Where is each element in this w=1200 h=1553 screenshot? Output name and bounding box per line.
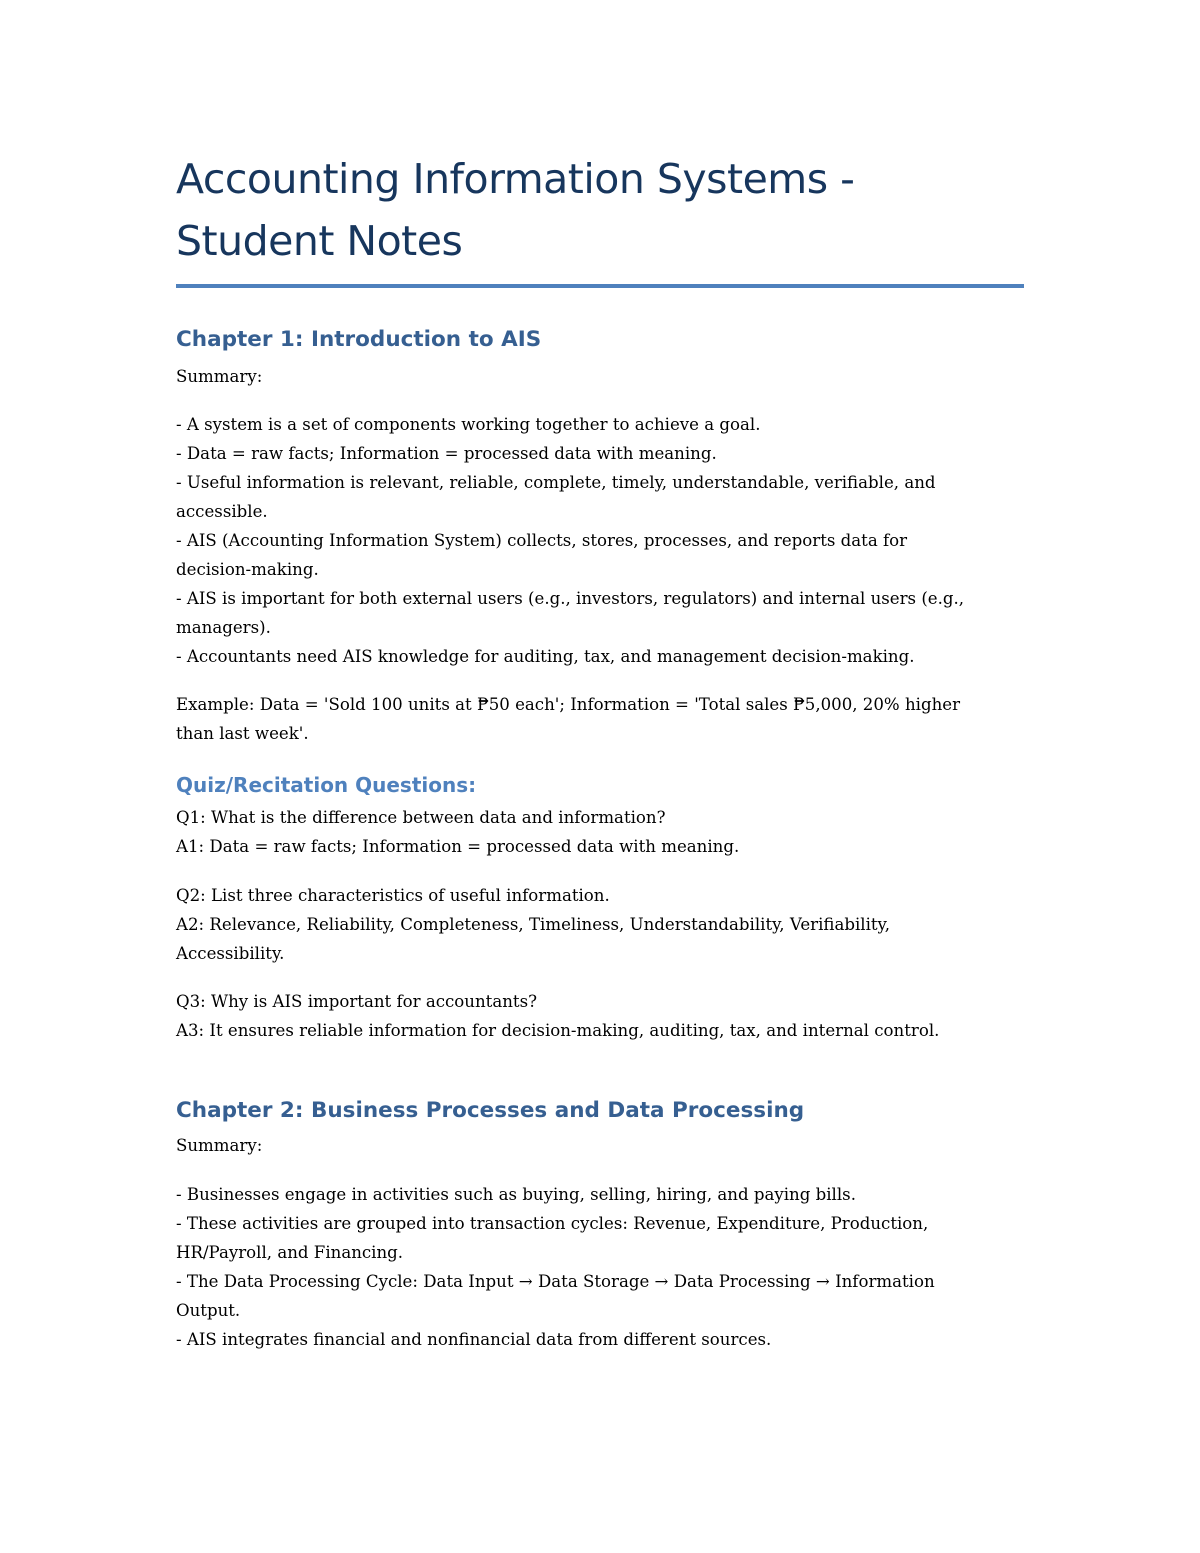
qa-pair-1 <box>176 803 1024 861</box>
quiz-heading-block <box>176 770 1024 800</box>
document-title <box>176 148 1024 288</box>
chapter-1-summary-line: - Accountants need AIS knowledge for auditing, tax, and management decision-making. <box>176 647 915 666</box>
quiz-heading: Quiz/Recitation Questions: <box>176 773 477 797</box>
question-line: Q1: What is the difference between data and information? <box>176 808 666 827</box>
chapter-2-summary-line: - These activities are grouped into transaction cycles: Revenue, Expenditure, Production, <box>176 1214 929 1233</box>
question-line: Q3: Why is AIS important for accountants? <box>176 992 537 1011</box>
example-line: Example: Data = 'Sold 100 units at ₱50 each'; Information = 'Total sales ₱5,000, 20% higher <box>176 695 961 714</box>
chapter-1-summary-line: managers). <box>176 618 271 637</box>
document-title-line-1: Accounting Information Systems - <box>176 155 855 203</box>
title-divider <box>176 284 1024 288</box>
chapter-1-heading: Chapter 1: Introduction to AIS <box>176 327 542 352</box>
chapter-2-summary-line: Output. <box>176 1301 241 1320</box>
chapter-1-summary-line: accessible. <box>176 502 268 521</box>
chapter-2-heading: Chapter 2: Business Processes and Data Processing <box>176 1098 805 1123</box>
chapter-2-summary-line: HR/Payroll, and Financing. <box>176 1243 404 1262</box>
chapter-1-summary-label: Summary: <box>176 367 263 386</box>
chapter-1-summary-line: - Useful information is relevant, reliable, complete, timely, understandable, verifiable, and <box>176 473 936 492</box>
chapter-2-heading-block <box>176 1096 1024 1126</box>
chapter-2-summary-label-block <box>176 1131 1024 1160</box>
chapter-1-summary-line: - AIS (Accounting Information System) collects, stores, processes, and reports data for <box>176 531 908 550</box>
answer-line: A2: Relevance, Reliability, Completeness, Timeliness, Understandability, Verifiability, <box>176 915 890 934</box>
answer-line: A1: Data = raw facts; Information = processed data with meaning. <box>176 837 740 856</box>
chapter-2-summary-line: - The Data Processing Cycle: Data Input → Data Storage → Data Processing → Information <box>176 1272 935 1291</box>
chapter-1-example <box>176 690 1024 748</box>
chapter-1-summary-line: - Data = raw facts; Information = processed data with meaning. <box>176 444 717 463</box>
chapter-1-summary-line: - A system is a set of components working together to achieve a goal. <box>176 415 761 434</box>
chapter-1-heading-block <box>176 325 1024 355</box>
answer-line: A3: It ensures reliable information for decision-making, auditing, tax, and internal control. <box>176 1021 940 1040</box>
example-line: than last week'. <box>176 724 309 743</box>
chapter-2-summary-list <box>176 1180 1024 1354</box>
document-title-line-2: Student Notes <box>176 217 463 265</box>
qa-pair-2 <box>176 881 1024 968</box>
chapter-2-summary-line: - AIS integrates financial and nonfinancial data from different sources. <box>176 1330 772 1349</box>
chapter-1-summary-list <box>176 410 1024 671</box>
chapter-2-summary-label: Summary: <box>176 1136 263 1155</box>
chapter-1-summary-label-block <box>176 362 1024 391</box>
chapter-1-summary-line: - AIS is important for both external users (e.g., investors, regulators) and internal users (e.g., <box>176 589 965 608</box>
answer-line: Accessibility. <box>176 944 285 963</box>
chapter-1-summary-line: decision-making. <box>176 560 319 579</box>
qa-pair-3 <box>176 987 1024 1045</box>
chapter-2-summary-line: - Businesses engage in activities such as buying, selling, hiring, and paying bills. <box>176 1185 856 1204</box>
question-line: Q2: List three characteristics of useful information. <box>176 886 610 905</box>
